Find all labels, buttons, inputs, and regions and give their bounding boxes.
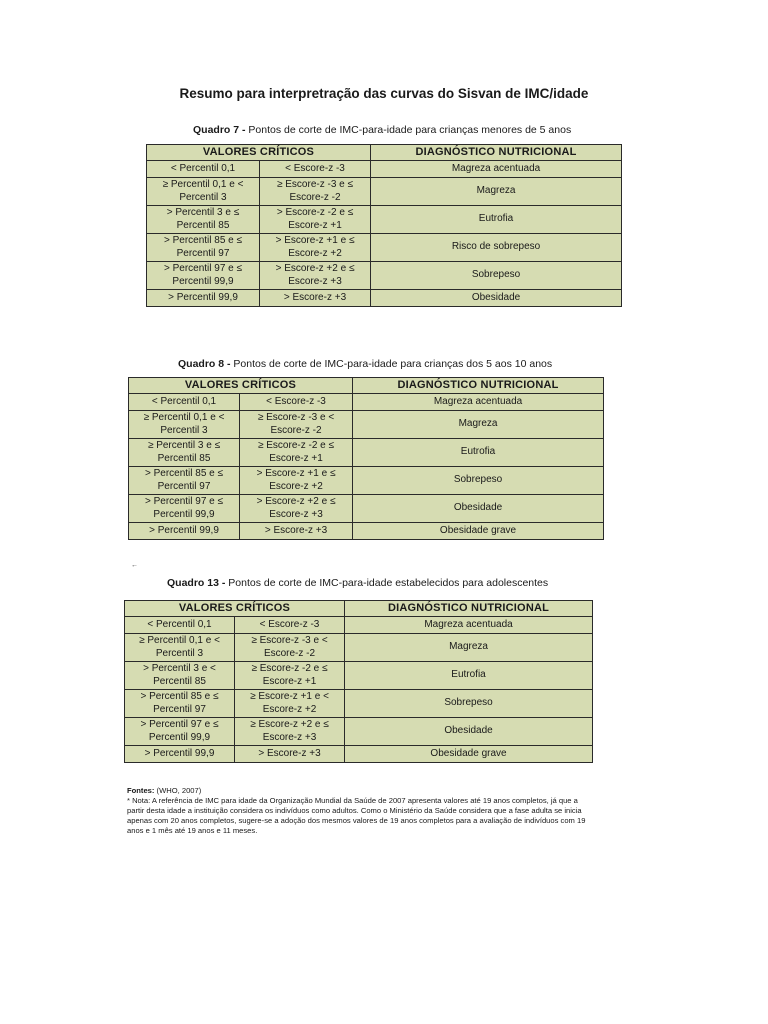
quadro8-caption <box>178 358 552 370</box>
diagnostico-header: DIAGNÓSTICO NUTRICIONAL <box>345 601 593 617</box>
escore-cell: < Escore-z -3 <box>240 394 353 411</box>
table-row <box>125 634 593 662</box>
escore-cell: > Escore-z +2 e ≤ Escore-z +3 <box>240 495 353 523</box>
escore-cell: ≥ Escore-z +2 e ≤ Escore-z +3 <box>235 718 345 746</box>
percentil-cell: > Percentil 97 e ≤ Percentil 99,9 <box>125 718 235 746</box>
quadro8-caption-label: Quadro 8 - <box>178 358 231 370</box>
diagnostico-cell: Eutrofia <box>345 662 593 690</box>
percentil-cell: > Percentil 85 e ≤ Percentil 97 <box>129 467 240 495</box>
diagnostico-cell: Magreza <box>345 634 593 662</box>
quadro8-table <box>128 377 604 540</box>
quadro13-caption <box>167 577 548 589</box>
valores-criticos-header: VALORES CRÍTICOS <box>125 601 345 617</box>
diagnostico-cell: Obesidade <box>371 290 622 307</box>
percentil-cell: > Percentil 99,9 <box>125 746 235 763</box>
header-row <box>129 378 604 394</box>
table-row <box>129 411 604 439</box>
percentil-cell: < Percentil 0,1 <box>129 394 240 411</box>
diagnostico-cell: Obesidade <box>345 718 593 746</box>
table-row <box>147 161 622 178</box>
percentil-cell: > Percentil 97 e ≤ Percentil 99,9 <box>129 495 240 523</box>
escore-cell: > Escore-z -2 e ≤ Escore-z +1 <box>260 206 371 234</box>
diagnostico-cell: Obesidade <box>353 495 604 523</box>
quadro7-caption <box>193 124 571 136</box>
quadro13-caption-text: Pontos de corte de IMC-para-idade estabelecidos para adolescentes <box>225 577 549 589</box>
diagnostico-cell: Sobrepeso <box>371 262 622 290</box>
sources-footnote: * Nota: A referência de IMC para idade da Organização Mundial da Saúde de 2007 apresenta valores até 19 anos completos, já que a partir desta idade a instituição considera os indivíduos como adultos. Como o Ministério da Saúde considera que a fase adulta se inicia apenas com 20 anos completos, sugere-se a adoção dos mesmos valores de 19 anos completos para a avaliação de indivíduos com 19 anos e 1 mês até 19 anos e 11 meses. <box>127 796 586 835</box>
percentil-cell: > Percentil 85 e ≤ Percentil 97 <box>147 234 260 262</box>
percentil-cell: < Percentil 0,1 <box>125 617 235 634</box>
diagnostico-cell: Magreza acentuada <box>353 394 604 411</box>
escore-cell: ≥ Escore-z -2 e ≤ Escore-z +1 <box>235 662 345 690</box>
table-row <box>129 394 604 411</box>
percentil-cell: > Percentil 3 e < Percentil 85 <box>125 662 235 690</box>
quadro7-caption-text: Pontos de corte de IMC-para-idade para crianças menores de 5 anos <box>245 124 572 136</box>
table-row <box>147 290 622 307</box>
quadro7-caption-label: Quadro 7 - <box>193 124 246 136</box>
diagnostico-cell: Obesidade grave <box>353 523 604 540</box>
diagnostico-cell: Magreza acentuada <box>345 617 593 634</box>
table-row <box>147 262 622 290</box>
quadro8-caption-text: Pontos de corte de IMC-para-idade para crianças dos 5 aos 10 anos <box>230 358 553 370</box>
percentil-cell: > Percentil 3 e ≤ Percentil 85 <box>147 206 260 234</box>
quadro7-table <box>146 144 622 307</box>
sources-line <box>127 786 595 796</box>
escore-cell: > Escore-z +2 e ≤ Escore-z +3 <box>260 262 371 290</box>
diagnostico-cell: Sobrepeso <box>353 467 604 495</box>
escore-cell: ≥ Escore-z -3 e < Escore-z -2 <box>235 634 345 662</box>
table-row <box>129 467 604 495</box>
percentil-cell: ≥ Percentil 0,1 e < Percentil 3 <box>147 178 260 206</box>
escore-cell: > Escore-z +1 e ≤ Escore-z +2 <box>260 234 371 262</box>
table-row <box>129 523 604 540</box>
diagnostico-cell: Eutrofia <box>353 439 604 467</box>
diagnostico-cell: Sobrepeso <box>345 690 593 718</box>
table-row <box>147 234 622 262</box>
valores-criticos-header: VALORES CRÍTICOS <box>147 145 371 161</box>
diagnostico-header: DIAGNÓSTICO NUTRICIONAL <box>353 378 604 394</box>
quadro13-caption-label: Quadro 13 - <box>167 577 226 589</box>
table-row <box>125 746 593 763</box>
table-row <box>147 178 622 206</box>
table-row <box>129 439 604 467</box>
escore-cell: < Escore-z -3 <box>235 617 345 634</box>
table-row <box>129 495 604 523</box>
percentil-cell: ≥ Percentil 3 e ≤ Percentil 85 <box>129 439 240 467</box>
sources-label: Fontes: <box>127 786 155 795</box>
header-row <box>147 145 622 161</box>
percentil-cell: > Percentil 97 e ≤ Percentil 99,9 <box>147 262 260 290</box>
escore-cell: < Escore-z -3 <box>260 161 371 178</box>
escore-cell: > Escore-z +3 <box>260 290 371 307</box>
table-row <box>125 662 593 690</box>
percentil-cell: > Percentil 99,9 <box>147 290 260 307</box>
sources-note <box>127 786 595 836</box>
diagnostico-cell: Magreza <box>353 411 604 439</box>
escore-cell: ≥ Escore-z -2 e ≤ Escore-z +1 <box>240 439 353 467</box>
percentil-cell: ≥ Percentil 0,1 e < Percentil 3 <box>129 411 240 439</box>
page-title: Resumo para interpretração das curvas do Sisvan de IMC/idade <box>179 86 589 101</box>
diagnostico-cell: Magreza <box>371 178 622 206</box>
table-row <box>125 690 593 718</box>
escore-cell: ≥ Escore-z -3 e ≤ Escore-z -2 <box>260 178 371 206</box>
diagnostico-cell: Eutrofia <box>371 206 622 234</box>
percentil-cell: > Percentil 99,9 <box>129 523 240 540</box>
sources-text: (WHO, 2007) <box>156 786 202 795</box>
escore-cell: > Escore-z +3 <box>240 523 353 540</box>
scan-artifact: ← <box>131 562 138 569</box>
percentil-cell: > Percentil 85 e ≤ Percentil 97 <box>125 690 235 718</box>
diagnostico-cell: Obesidade grave <box>345 746 593 763</box>
diagnostico-cell: Risco de sobrepeso <box>371 234 622 262</box>
escore-cell: ≥ Escore-z -3 e < Escore-z -2 <box>240 411 353 439</box>
quadro13-table <box>124 600 593 763</box>
header-row <box>125 601 593 617</box>
table-row <box>125 617 593 634</box>
escore-cell: > Escore-z +3 <box>235 746 345 763</box>
percentil-cell: ≥ Percentil 0,1 e < Percentil 3 <box>125 634 235 662</box>
escore-cell: ≥ Escore-z +1 e < Escore-z +2 <box>235 690 345 718</box>
valores-criticos-header: VALORES CRÍTICOS <box>129 378 353 394</box>
diagnostico-cell: Magreza acentuada <box>371 161 622 178</box>
percentil-cell: < Percentil 0,1 <box>147 161 260 178</box>
table-row <box>125 718 593 746</box>
diagnostico-header: DIAGNÓSTICO NUTRICIONAL <box>371 145 622 161</box>
table-row <box>147 206 622 234</box>
escore-cell: > Escore-z +1 e ≤ Escore-z +2 <box>240 467 353 495</box>
